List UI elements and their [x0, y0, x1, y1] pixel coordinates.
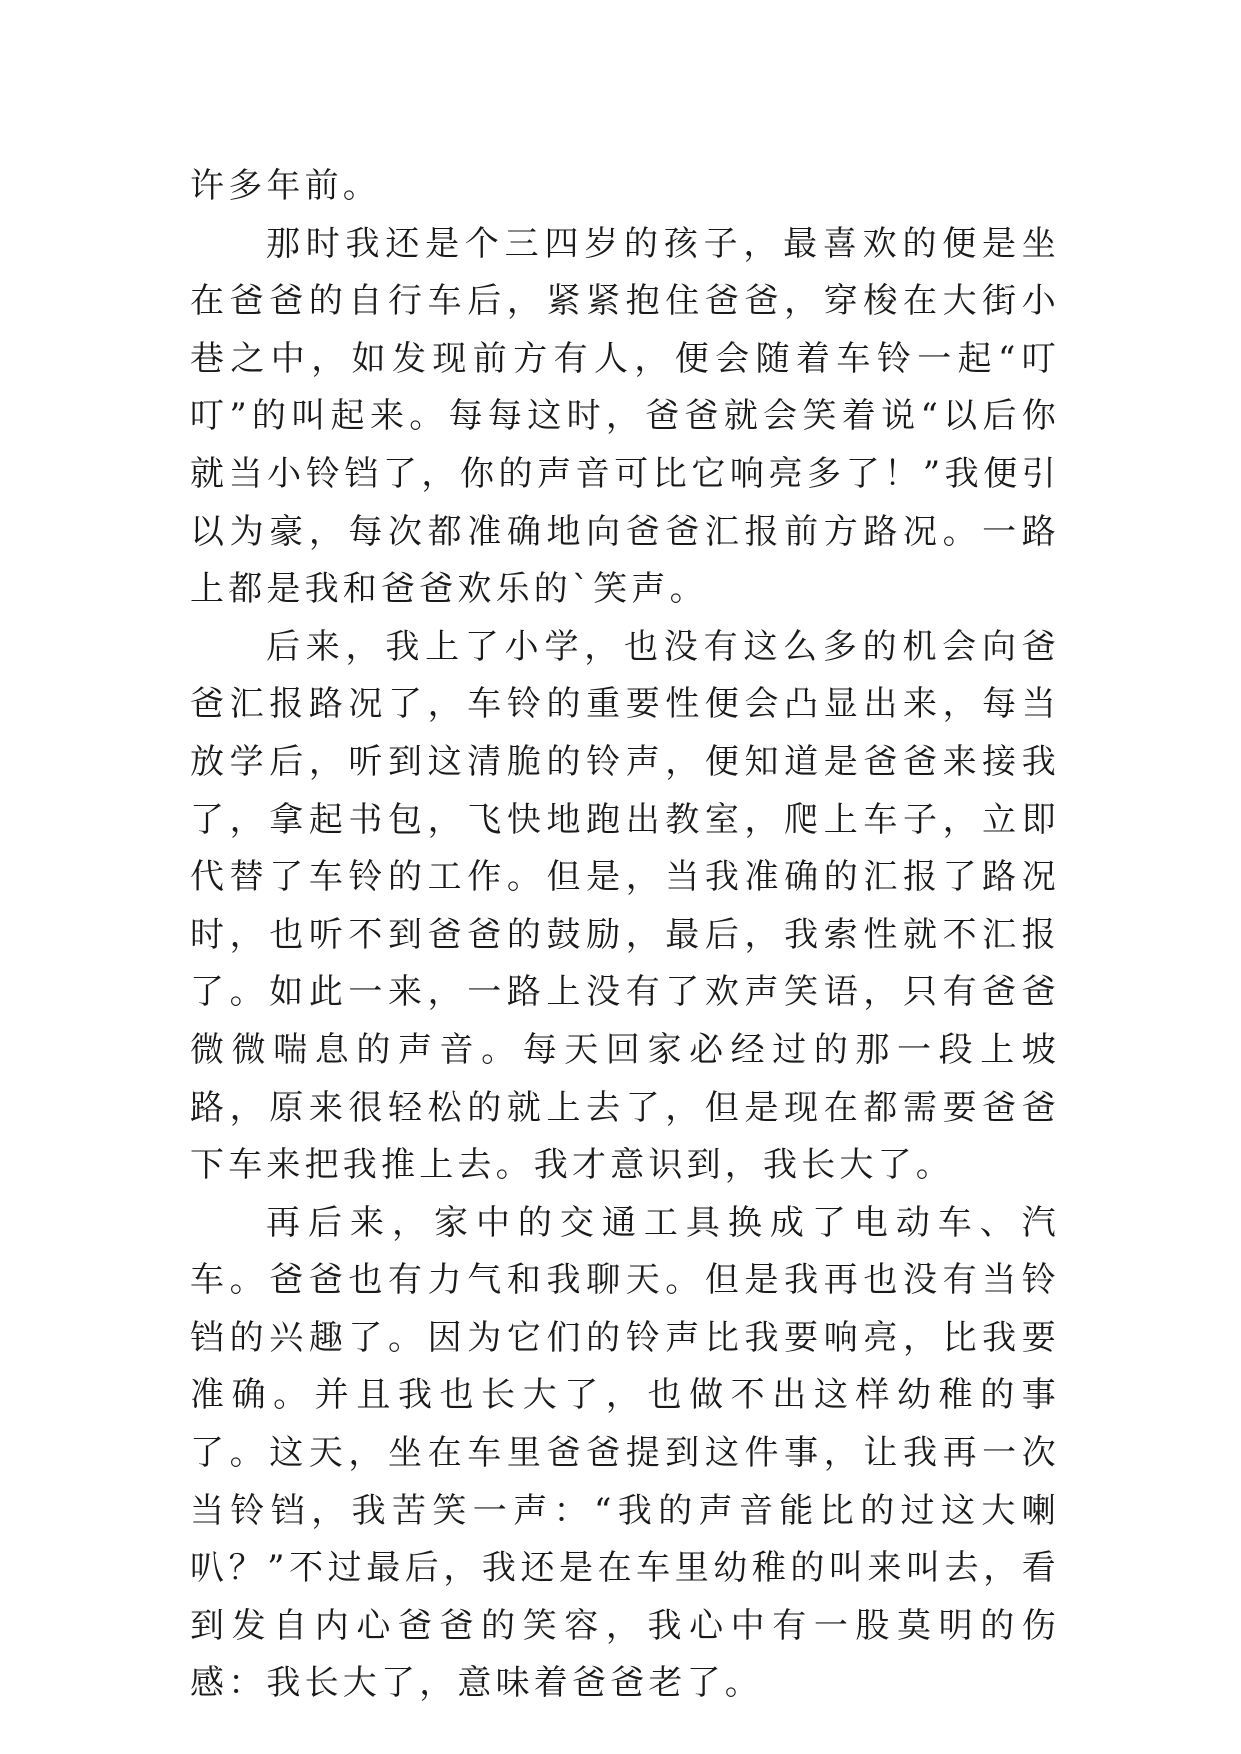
paragraph-bicycle-memory: 那时我还是个三四岁的孩子，最喜欢的便是坐在爸爸的自行车后，紧紧抱住爸爸，穿梭在大街小巷之中，如发现前方有人，便会随着车铃一起“叮叮”的叫起来。每每这时，爸爸就会笑着说“以后你就当小铃铛了，你的声音可比它响亮多了！”我便引以为豪，每次都准确地向爸爸汇报前方路况。一路上都是我和爸爸欢乐的`笑声。 — [190, 223, 1060, 610]
paragraph-growing-up: 再后来，家中的交通工具换成了电动车、汽车。爸爸也有力气和我聊天。但是我再也没有当铃铛的兴趣了。因为它们的铃声比我要响亮，比我要准确。并且我也长大了，也做不出这样幼稚的事了。这天，坐在车里爸爸提到这件事，让我再一次当铃铛，我苦笑一声：“我的声音能比的过这大喇叭？”不过最后，我还是在车里幼稚的叫来叫去，看到发自内心爸爸的笑容，我心中有一股莫明的伤感：我长大了，意味着爸爸老了。 — [190, 1202, 1060, 1704]
paragraph-primary-school: 后来，我上了小学，也没有这么多的机会向爸爸汇报路况了，车铃的重要性便会凸显出来，每当放学后，听到这清脆的铃声，便知道是爸爸来接我了，拿起书包，飞快地跑出教室，爬上车子，立即代替了车铃的工作。但是，当我准确的汇报了路况时，也听不到爸爸的鼓励，最后，我索性就不汇报了。如此一来，一路上没有了欢声笑语，只有爸爸微微喘息的声音。每天回家必经过的那一段上坡路，原来很轻松的就上去了，但是现在都需要爸爸下车来把我推上去。我才意识到，我长大了。 — [190, 626, 1060, 1186]
essay-body — [190, 158, 1060, 1713]
paragraph-opening: 许多年前。 — [190, 166, 381, 206]
